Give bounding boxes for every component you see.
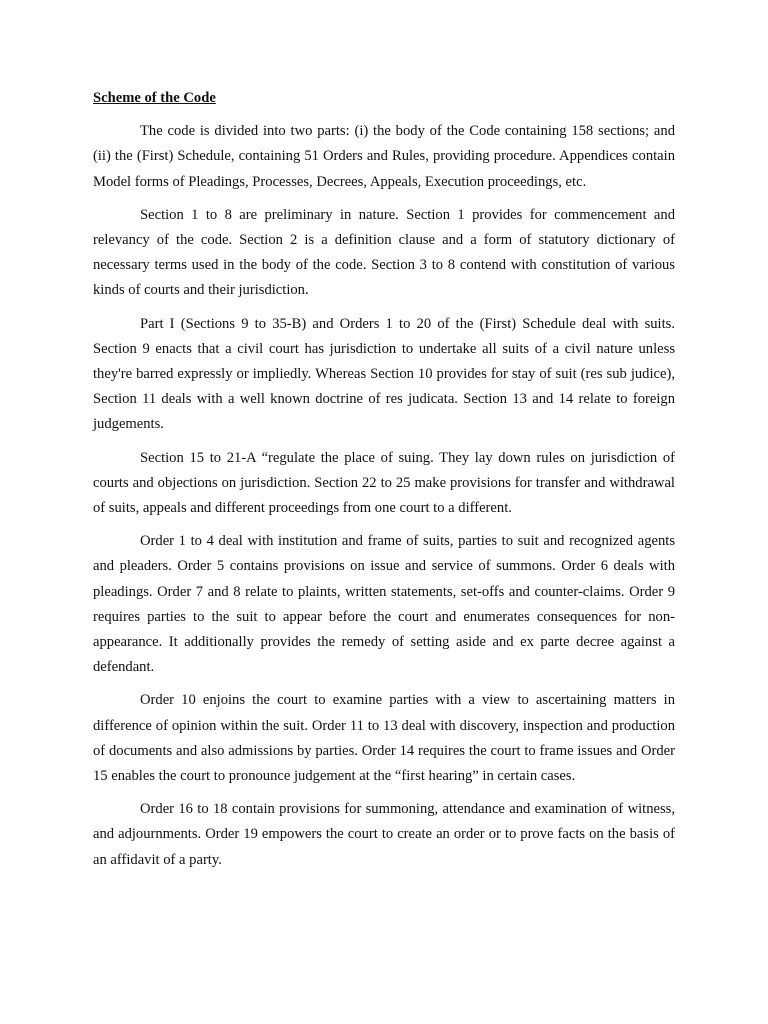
paragraph-orders-16-to-19: Order 16 to 18 contain provisions for summoning, attendance and examination of witness, and adjournments. Order 19 empowers the court to create an order or to prove facts on the basis of an affidavit of a party. xyxy=(93,801,675,868)
paragraph-orders-1-to-9: Order 1 to 4 deal with institution and frame of suits, parties to suit and recognized agents and pleaders. Order 5 contains provisions on issue and service of summons. Order 6 deals with pleadings. Order 7 and 8 relate to plaints, written statements, set-offs and counter-claims. Order 9 requires parties to the suit to appear before the court and enumerates consequences for non-appearance. It additionally provides the remedy of setting aside and ex parte decree against a defendant. xyxy=(93,533,675,676)
paragraph-place-of-suing: Section 15 to 21-A “regulate the place of suing. They lay down rules on jurisdiction of courts and objections on jurisdiction. Section 22 to 25 make provisions for transfer and withdrawal of suits, appeals and different proceedings from one court to a different. xyxy=(93,449,675,517)
paragraph-preliminary-sections: Section 1 to 8 are preliminary in nature. Section 1 provides for commencement and relevancy of the code. Section 2 is a definition clause and a form of statutory dictionary of necessary terms used in the body of the code. Section 3 to 8 contend with constitution of various kinds of courts and their jurisdiction. xyxy=(93,206,675,299)
paragraph-code-structure: The code is divided into two parts: (i) the body of the Code containing 158 sections; and (ii) the (First) Schedule, containing 51 Orders and Rules, providing procedure. Appendices contain Model forms of Pleadings, Processes, Decrees, Appeals, Execution proceedings, etc. xyxy=(93,123,675,190)
section-heading: Scheme of the Code xyxy=(93,90,216,106)
document-body xyxy=(93,86,675,881)
paragraph-orders-10-to-15: Order 10 enjoins the court to examine parties with a view to ascertaining matters in difference of opinion within the suit. Order 11 to 13 deal with discovery, inspection and production of documents and also admissions by parties. Order 14 requires the court to frame issues and Order 15 enables the court to pronounce judgement at the “first hearing” in certain cases. xyxy=(93,692,675,785)
paragraph-suits: Part I (Sections 9 to 35-B) and Orders 1 to 20 of the (First) Schedule deal with suits. Section 9 enacts that a civil court has jurisdiction to undertake all suits of a civil nature unless they're barred expressly or impliedly. Whereas Section 10 provides for stay of suit (res sub judice), Section 11 deals with a well known doctrine of res judicata. Section 13 and 14 relate to foreign judgements. xyxy=(93,315,675,433)
